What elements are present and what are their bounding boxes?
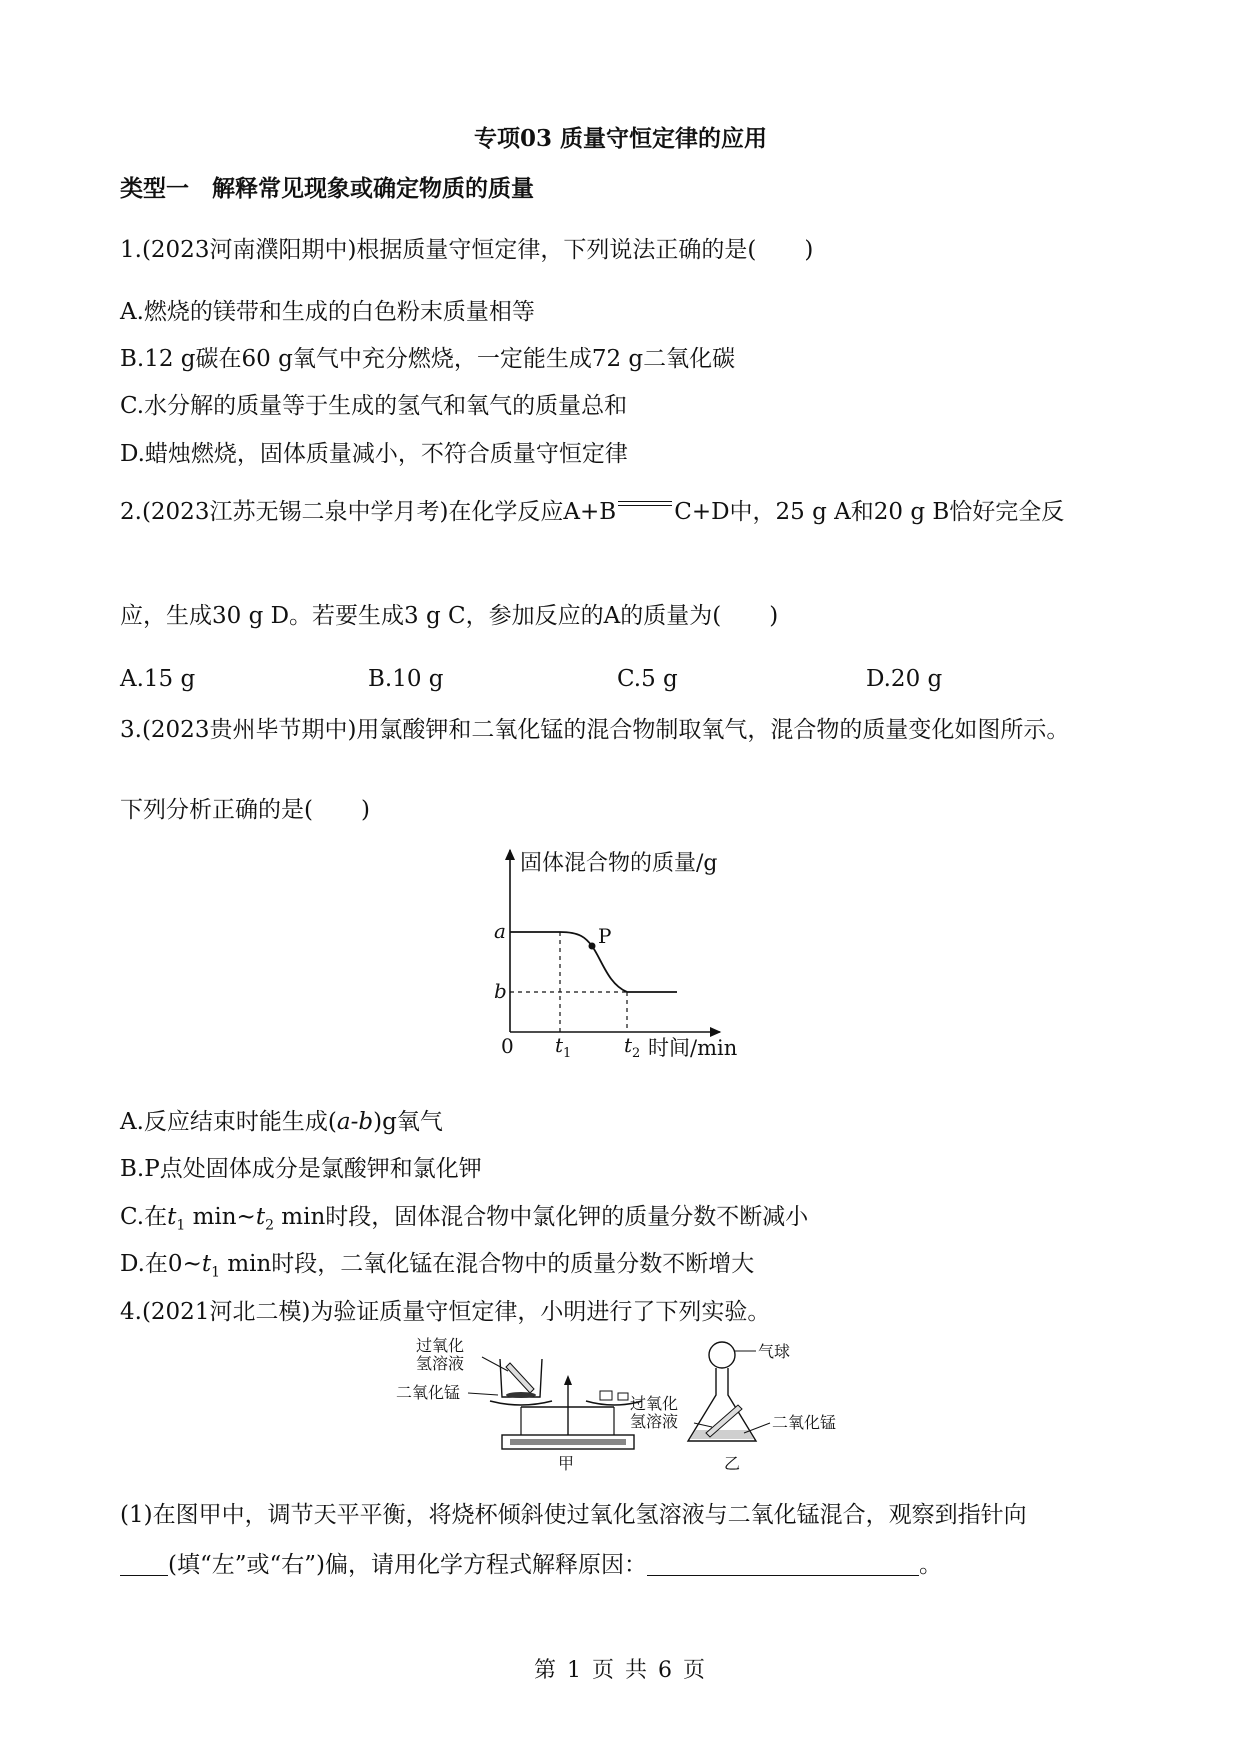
q2-option-a: A.15 g — [120, 666, 196, 692]
section-heading: 类型一 解释常见现象或确定物质的质量 — [120, 175, 534, 202]
fig-yi-label-balloon: 气球 — [758, 1342, 791, 1361]
a-tick-label: a — [494, 919, 506, 943]
fig-jia-caption: 甲 — [558, 1454, 575, 1473]
fig-yi-label-mno2: 二氧化锰 — [772, 1413, 837, 1432]
mass-time-graph — [480, 840, 760, 1070]
q3-paren-close: ) — [360, 797, 370, 823]
y-axis-label: 固体混合物的质量/g — [520, 851, 718, 876]
q4-sub1-line1: (1)在图甲中，调节天平平衡，将烧杯倾斜使过氧化氢溶液与二氧化锰混合，观察到指针向 — [120, 1502, 1027, 1528]
q1-option-b: B.12 g碳在60 g氧气中充分燃烧，一定能生成72 g二氧化碳 — [120, 346, 736, 372]
point-p-label: P — [598, 924, 612, 948]
q4-sub1-text: (填“左”或“右”)偏，请用化学方程式解释原因： — [168, 1552, 647, 1578]
q3-option-d-t: t — [201, 1251, 212, 1277]
b-tick-label: b — [494, 979, 507, 1003]
q3-option-d-post: min时段，二氧化锰在混合物中的质量分数不断增大 — [220, 1251, 755, 1277]
q4-sub1-end: 。 — [918, 1552, 942, 1578]
q3-stem-line1: 3.(2023贵州毕节期中)用氯酸钾和二氧化锰的混合物制取氧气，混合物的质量变化如图所示。 — [120, 717, 1070, 743]
q3-option-a-pre: A.反应结束时能生成( — [120, 1109, 337, 1135]
q3-option-d-pre: D.在0~ — [120, 1251, 202, 1277]
q2-stem-b: C+D中，25 g A和20 g B恰好完全反 — [674, 499, 1065, 525]
balloon — [709, 1342, 735, 1368]
fig-yi-caption: 乙 — [724, 1454, 741, 1473]
q3-option-b: B.P点处固体成分是氯酸钾和氯化钾 — [120, 1156, 482, 1182]
q1-stem — [120, 235, 813, 265]
q2-stem-line2 — [120, 601, 778, 631]
fig-jia-label-h2o2-line1: 过氧化 — [416, 1336, 465, 1355]
q3-option-a — [120, 1107, 443, 1137]
q1-paren-close: ) — [804, 237, 814, 263]
equation-blank[interactable] — [647, 1553, 919, 1576]
q3-option-c-sub1: 1 — [176, 1217, 186, 1234]
q2-stem-c: 应，生成30 g D。若要生成3 g C，参加反应的A的质量为( — [120, 603, 722, 629]
q3-option-d-sub: 1 — [211, 1264, 221, 1281]
q2-option-c: C.5 g — [617, 666, 678, 692]
q3-option-c — [120, 1202, 808, 1241]
point-p — [589, 943, 596, 950]
page-title: 专项03 质量守恒定律的应用 — [473, 125, 767, 152]
q1-option-a: A.燃烧的镁带和生成的白色粉末质量相等 — [120, 299, 535, 325]
balance-apparatus — [396, 1336, 642, 1473]
mass-curve — [510, 932, 677, 992]
q3-option-c-mid: min~ — [185, 1204, 256, 1230]
q3-option-c-t1: t — [167, 1204, 177, 1230]
direction-blank[interactable] — [120, 1553, 168, 1576]
origin-label: 0 — [501, 1034, 514, 1058]
q3-option-a-post: )g氧气 — [373, 1109, 443, 1135]
q3-option-c-sub2: 2 — [265, 1217, 274, 1234]
q2-option-b: B.10 g — [368, 666, 444, 692]
q1-stem-text: 1.(2023河南濮阳期中)根据质量守恒定律，下列说法正确的是( — [120, 237, 757, 263]
fig-yi-label-h2o2-line1: 过氧化 — [630, 1394, 679, 1413]
q2-option-d: D.20 g — [866, 666, 943, 692]
q3-option-c-pre: C.在 — [120, 1204, 168, 1230]
q2-stem-a: 2.(2023江苏无锡二泉中学月考)在化学反应A+B — [120, 499, 617, 525]
q4-stem: 4.(2021河北二模)为验证质量守恒定律，小明进行了下列实验。 — [120, 1299, 771, 1325]
fig-jia-label-mno2: 二氧化锰 — [396, 1383, 461, 1402]
q3-stem-line2 — [120, 795, 370, 825]
q3-option-d — [120, 1249, 754, 1288]
left-pan — [490, 1401, 552, 1405]
q3-option-c-post: min时段，固体混合物中氯化钾的质量分数不断减小 — [274, 1204, 809, 1230]
fig-jia-label-h2o2-line2: 氢溶液 — [416, 1354, 465, 1373]
q3-option-a-var: a-b — [336, 1109, 374, 1135]
q3-stem-b: 下列分析正确的是( — [120, 797, 313, 823]
t1-tick-label: $t_1$ — [555, 1033, 572, 1061]
fig-yi-label-h2o2-line2: 氢溶液 — [630, 1412, 679, 1431]
test-tube — [506, 1363, 534, 1393]
q2-paren-close: ) — [769, 603, 779, 629]
flask-apparatus — [630, 1342, 836, 1473]
q1-option-c: C.水分解的质量等于生成的氢气和氧气的质量总和 — [120, 393, 628, 419]
q3-option-c-t2: t — [255, 1204, 266, 1230]
q1-option-d: D.蜡烛燃烧，固体质量减小，不符合质量守恒定律 — [120, 441, 628, 467]
page-footer: 第 1 页 共 6 页 — [534, 1658, 707, 1683]
t2-tick-label: $t_2$ — [624, 1033, 641, 1061]
q2-stem-line1 — [120, 497, 1064, 527]
equation-sign — [616, 497, 674, 517]
apparatus-figure — [390, 1335, 860, 1475]
x-axis-label: 时间/min — [648, 1036, 738, 1060]
q4-sub1-line2 — [120, 1550, 942, 1580]
